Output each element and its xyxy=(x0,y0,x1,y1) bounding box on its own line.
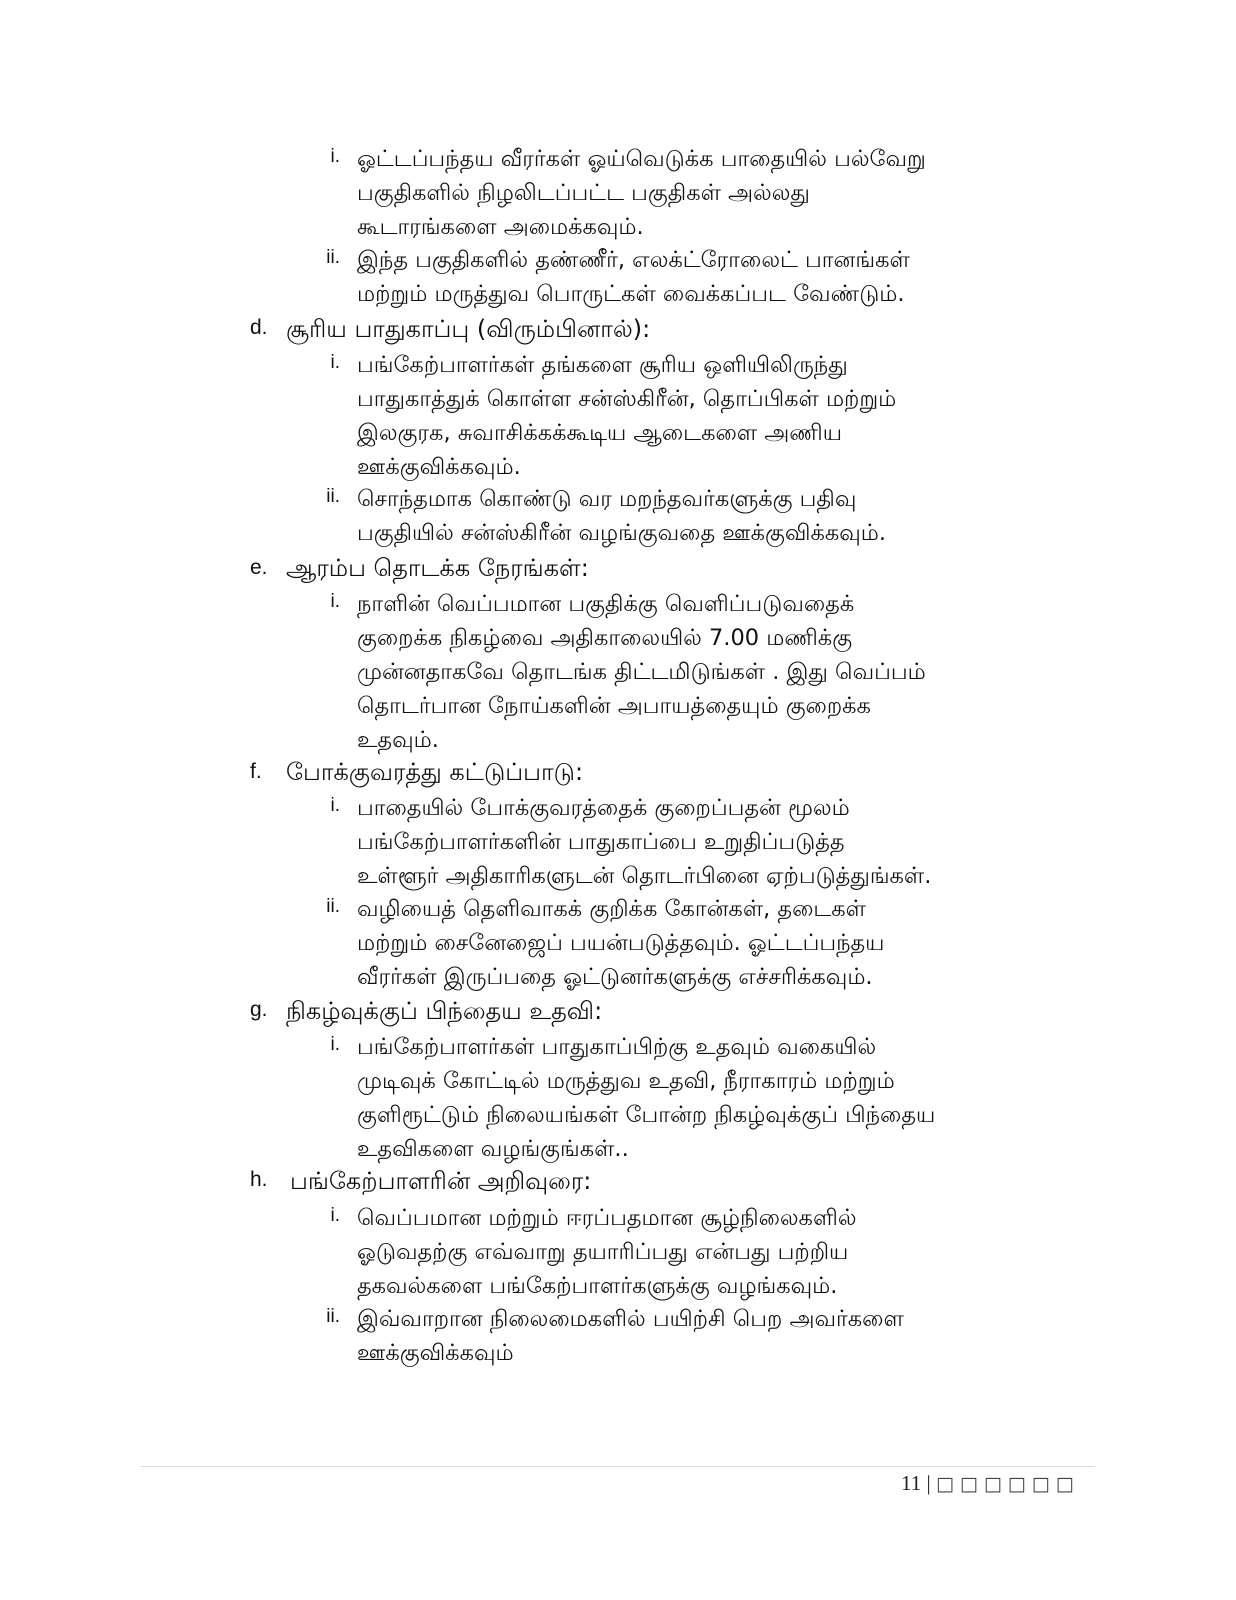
item-line: வழியைத் தெளிவாகக் குறிக்க கோன்கள், தடைகள் xyxy=(357,896,866,922)
missing-glyph-boxes: □□□□□□ xyxy=(935,1473,1080,1495)
item-line: ஊக்குவிக்கவும் xyxy=(357,1340,514,1366)
item-numeral: ii. xyxy=(326,247,340,268)
list-item xyxy=(357,243,910,311)
item-line: பங்கேற்பாளர்களின் பாதுகாப்பை உறுதிப்படுத்த xyxy=(357,829,845,855)
footer-divider xyxy=(140,1466,1095,1467)
item-line: மற்றும் சைனேஜைப் பயன்படுத்தவும். ஓட்டப்பந்தய xyxy=(357,930,885,956)
page-number: 11 xyxy=(901,1471,922,1495)
section-heading: போக்குவரத்து கட்டுப்பாடு: xyxy=(286,758,584,786)
list-item xyxy=(357,1302,904,1370)
list-item xyxy=(357,482,886,550)
item-line: மற்றும் மருத்துவ பொருட்கள் வைக்கப்பட வேண்டும். xyxy=(357,281,905,307)
section-letter: d. xyxy=(250,316,268,339)
page-footer xyxy=(901,1468,1080,1498)
item-line: ஓட்டப்பந்தய வீரர்கள் ஓய்வெடுக்க பாதையில் பல்வேறு xyxy=(357,146,926,172)
list-item xyxy=(357,142,926,244)
item-line: தகவல்களை பங்கேற்பாளர்களுக்கு வழங்கவும். xyxy=(357,1273,838,1299)
item-line: கூடாரங்களை அமைக்கவும். xyxy=(357,214,644,240)
item-numeral: i. xyxy=(330,1205,340,1226)
section-letter: f. xyxy=(250,760,262,783)
item-line: பாதுகாத்துக் கொள்ள சன்ஸ்கிரீன், தொப்பிகள் மற்றும் xyxy=(357,386,897,412)
item-numeral: i. xyxy=(330,591,340,612)
item-line: உதவிகளை வழங்குங்கள்.. xyxy=(357,1136,629,1162)
item-line: முன்னதாகவே தொடங்க திட்டமிடுங்கள் . இது வெப்பம் xyxy=(357,659,926,685)
item-line: இலகுரக, சுவாசிக்கக்கூடிய ஆடைகளை அணிய xyxy=(357,420,842,446)
item-line: இந்த பகுதிகளில் தண்ணீர், எலக்ட்ரோலைட் பானங்கள் xyxy=(357,247,910,273)
item-line: உள்ளூர் அதிகாரிகளுடன் தொடர்பினை ஏற்படுத்துங்கள். xyxy=(357,863,932,889)
item-numeral: i. xyxy=(330,1034,340,1055)
section-letter: g. xyxy=(250,998,268,1021)
item-numeral: ii. xyxy=(326,1306,340,1327)
list-item xyxy=(357,348,896,484)
list-item xyxy=(357,1030,935,1166)
item-numeral: i. xyxy=(330,795,340,816)
section-letter: e. xyxy=(250,556,268,579)
item-line: இவ்வாறான நிலைமைகளில் பயிற்சி பெற அவர்களை xyxy=(357,1306,904,1332)
item-line: சொந்தமாக கொண்டு வர மறந்தவர்களுக்கு பதிவு xyxy=(357,486,857,512)
item-line: நாளின் வெப்பமான பகுதிக்கு வெளிப்படுவதைக் xyxy=(357,591,855,617)
list-item xyxy=(357,791,931,893)
item-numeral: ii. xyxy=(326,486,340,507)
list-item xyxy=(357,1201,857,1303)
item-line: ஓடுவதற்கு எவ்வாறு தயாரிப்பது என்பது பற்றிய xyxy=(357,1239,849,1265)
section-heading: பங்கேற்பாளரின் அறிவுரை: xyxy=(290,1167,592,1195)
item-numeral: i. xyxy=(330,146,340,167)
item-numeral: i. xyxy=(330,352,340,373)
item-line: பகுதியில் சன்ஸ்கிரீன் வழங்குவதை ஊக்குவிக்கவும். xyxy=(357,520,887,546)
item-line: உதவும். xyxy=(357,727,439,753)
section-letter: h. xyxy=(250,1168,268,1191)
list-item xyxy=(357,587,926,757)
item-line: பாதையில் போக்குவரத்தைக் குறைப்பதன் மூலம் xyxy=(357,795,850,821)
section-heading: நிகழ்வுக்குப் பிந்தைய உதவி: xyxy=(286,997,603,1025)
item-line: தொடர்பான நோய்களின் அபாயத்தையும் குறைக்க xyxy=(357,693,871,719)
item-line: குறைக்க நிகழ்வை அதிகாலையில் 7.00 மணிக்கு xyxy=(357,625,853,651)
item-line: பங்கேற்பாளர்கள் பாதுகாப்பிற்கு உதவும் வகையில் xyxy=(357,1034,877,1060)
item-line: ஊக்குவிக்கவும். xyxy=(357,454,521,480)
section-heading: சூரிய பாதுகாப்பு (விரும்பினால்): xyxy=(286,315,651,343)
item-line: வீரர்கள் இருப்பதை ஓட்டுனர்களுக்கு எச்சரிக்கவும். xyxy=(357,964,873,990)
footer-separator: | xyxy=(926,1471,931,1495)
item-line: பகுதிகளில் நிழலிடப்பட்ட பகுதிகள் அல்லது xyxy=(357,180,810,206)
item-line: வெப்பமான மற்றும் ஈரப்பதமான சூழ்நிலைகளில் xyxy=(357,1205,857,1231)
list-item xyxy=(357,892,884,994)
item-line: முடிவுக் கோட்டில் மருத்துவ உதவி, நீராகாரம் மற்றும் xyxy=(357,1068,895,1094)
item-line: பங்கேற்பாளர்கள் தங்களை சூரிய ஒளியிலிருந்து xyxy=(357,352,848,378)
item-line: குளிரூட்டும் நிலையங்கள் போன்ற நிகழ்வுக்குப் பிந்தைய xyxy=(357,1102,936,1128)
item-numeral: ii. xyxy=(326,896,340,917)
section-heading: ஆரம்ப தொடக்க நேரங்கள்: xyxy=(286,554,589,582)
